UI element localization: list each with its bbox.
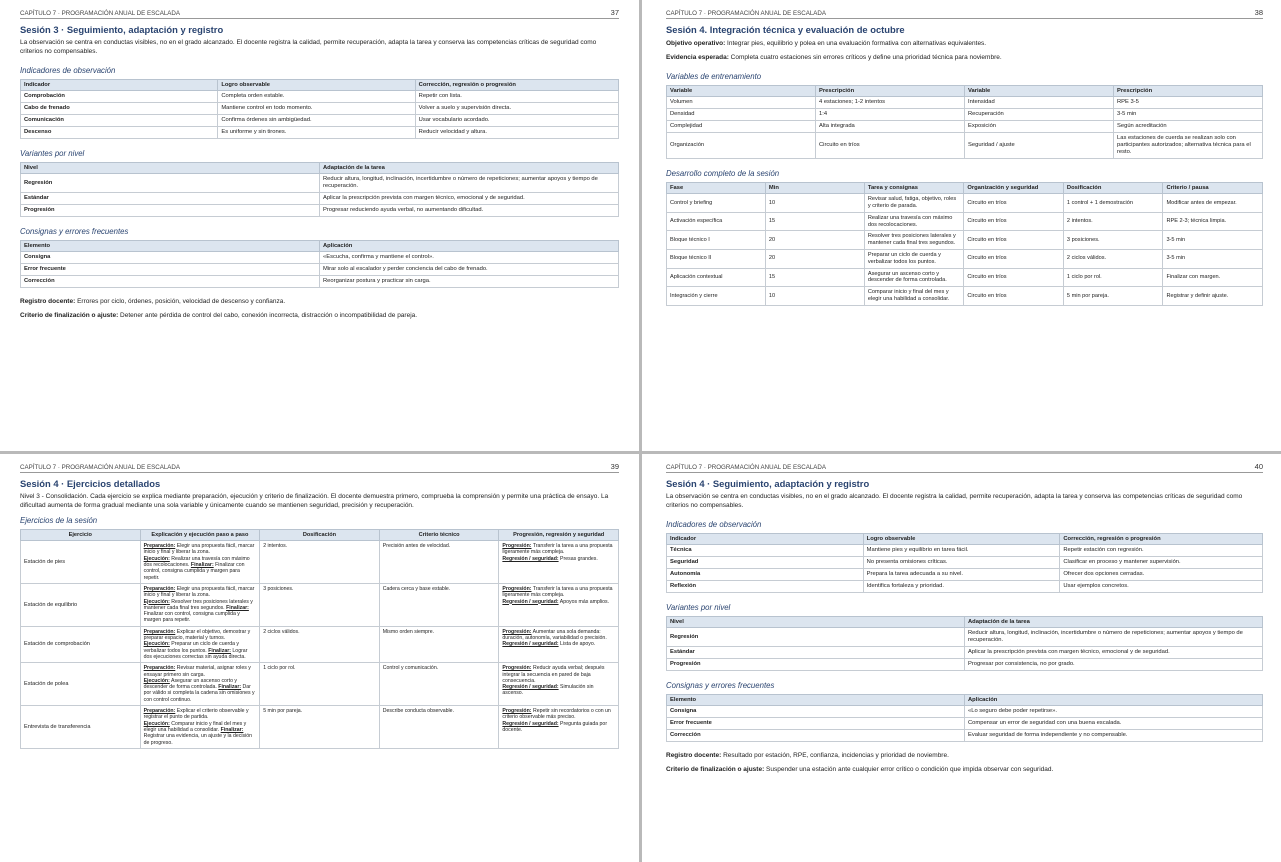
teacher-record-note bbox=[20, 298, 619, 307]
table-cell: 1:4 bbox=[816, 109, 965, 121]
table-cell: Densidad bbox=[667, 109, 816, 121]
table-cell: Usar ejemplos concretos. bbox=[1060, 581, 1263, 593]
note-text: Errores por ciclo, órdenes, posición, velocidad de descenso y confianza. bbox=[75, 298, 286, 306]
chapter-title: CAPÍTULO 7 · PROGRAMACIÓN ANUAL DE ESCALADA bbox=[666, 464, 826, 471]
step-text: Elegir una propuesta fácil, marcar inicio y final y liberar la zona. bbox=[143, 585, 255, 599]
page-header bbox=[666, 0, 1263, 19]
table-row bbox=[21, 115, 619, 127]
step-label: Finalizar: bbox=[218, 684, 242, 691]
page-40 bbox=[642, 454, 1281, 862]
exercise-criterion: Cadera cerca y base estable. bbox=[379, 583, 499, 626]
chapter-title: CAPÍTULO 7 · PROGRAMACIÓN ANUAL DE ESCALADA bbox=[666, 10, 826, 17]
table-cell: Repetir con lista. bbox=[415, 91, 618, 103]
table-header: Aplicación bbox=[965, 695, 1263, 706]
exercise-criterion: Mismo orden siempre. bbox=[379, 626, 499, 662]
table-cell: Circuito en tríos bbox=[964, 194, 1064, 213]
exercise-steps bbox=[140, 663, 260, 706]
table-row bbox=[21, 264, 619, 276]
table-cell: Aplicar la prescripción prevista con margen técnico, emocional y de seguridad. bbox=[320, 193, 619, 205]
step-label: Finalizar: bbox=[190, 562, 214, 569]
subheading-indicators: Indicadores de observación bbox=[666, 520, 762, 530]
table-row bbox=[667, 133, 1263, 159]
table-header: Elemento bbox=[21, 241, 320, 252]
objective-line bbox=[666, 40, 1263, 49]
table-header: Tarea y consignas bbox=[864, 183, 964, 194]
exercise-steps bbox=[140, 541, 260, 584]
table-row bbox=[21, 193, 619, 205]
step-label: Progresión: bbox=[502, 585, 532, 592]
exercise-name: Estación de pies bbox=[21, 541, 141, 584]
table-cell: 1 control + 1 demostración bbox=[1063, 194, 1163, 213]
table-header: Adaptación de la tarea bbox=[965, 617, 1263, 628]
exercise-criterion: Describe conducta observable. bbox=[379, 706, 499, 749]
step-label: Ejecución: bbox=[143, 641, 170, 648]
table-cell: Autonomía bbox=[667, 569, 864, 581]
table-cell: Volver a suelo y supervisión directa. bbox=[415, 103, 618, 115]
section-title: Sesión 4 · Ejercicios detallados bbox=[20, 478, 161, 489]
table-cell: 15 bbox=[765, 212, 864, 231]
table-header: Fase bbox=[667, 183, 766, 194]
end-criterion-note bbox=[666, 766, 1263, 775]
table-row bbox=[21, 583, 619, 626]
table-cell: Registrar y definir ajuste. bbox=[1163, 287, 1263, 306]
table-header: Explicación y ejecución paso a paso bbox=[140, 530, 260, 541]
step-text: Transferir la tarea a una propuesta ligeramente más compleja. bbox=[502, 585, 613, 599]
variants-table bbox=[666, 616, 1263, 671]
step-label: Preparación: bbox=[143, 585, 176, 592]
table-header: Variable bbox=[965, 86, 1114, 97]
table-header: Nivel bbox=[21, 163, 320, 174]
table-cell: Reducir altura, longitud, inclinación, incertidumbre o número de repeticiones; aumentar apoyos y tiempo de recuperación. bbox=[320, 174, 619, 193]
step-label: Regresión / seguridad: bbox=[502, 720, 559, 727]
intro-paragraph: La observación se centra en conductas visibles, no en el grado alcanzado. El docente registra la calidad, permite recuperación, adapta la tarea y conserva las competencias críticas de seguridad como criterios no compensables. bbox=[666, 493, 1243, 509]
table-header: Elemento bbox=[667, 695, 965, 706]
table-row bbox=[21, 626, 619, 662]
step-text: Asegurar un ascenso corto y descender de forma controlada. bbox=[143, 677, 238, 691]
step-text: Elegir una propuesta fácil, marcar inicio y final y liberar la zona. bbox=[143, 543, 255, 556]
table-row bbox=[667, 718, 1263, 730]
table-cell: Mirar solo al escalador y perder conciencia del cabo de frenado. bbox=[320, 264, 619, 276]
table-cell: Estándar bbox=[667, 647, 965, 659]
exercise-steps bbox=[140, 583, 260, 626]
table-header: Prescripción bbox=[816, 86, 965, 97]
step-text: Pregunta guiada por docente. bbox=[502, 720, 608, 733]
step-text: Preparar un ciclo de cuerda y verbalizar todos los puntos. bbox=[143, 641, 240, 654]
table-row bbox=[667, 557, 1263, 569]
step-label: Progresión: bbox=[502, 543, 532, 550]
step-text: Aumentar una sola demanda: duración, autonomía, variabilidad o precisión. bbox=[502, 628, 607, 642]
table-cell: Progresión bbox=[667, 659, 965, 671]
table-cell: Modificar antes de empezar. bbox=[1163, 194, 1263, 213]
table-header: Prescripción bbox=[1114, 86, 1263, 97]
table-cell: Reorganizar postura y practicar sin carga. bbox=[320, 276, 619, 288]
table-row bbox=[21, 706, 619, 749]
subheading-exercises: Ejercicios de la sesión bbox=[20, 516, 98, 526]
table-header: Criterio / pausa bbox=[1163, 183, 1263, 194]
table-cell: Clasificar en proceso y mantener supervisión. bbox=[1060, 557, 1263, 569]
cues-table bbox=[20, 240, 619, 288]
note-text: Resultado por estación, RPE, confianza, incidencias y prioridad de noviembre. bbox=[721, 752, 949, 760]
table-cell: Asegurar un ascenso corto y descender de forma controlada. bbox=[864, 268, 964, 287]
table-cell: Bloque técnico I bbox=[667, 231, 766, 250]
table-row bbox=[667, 659, 1263, 671]
table-cell: 20 bbox=[765, 231, 864, 250]
subheading-cues: Consignas y errores frecuentes bbox=[666, 681, 775, 691]
table-cell: 15 bbox=[765, 268, 864, 287]
table-row bbox=[667, 287, 1263, 306]
table-cell: Mantiene pies y equilibrio en tarea fácil. bbox=[863, 545, 1060, 557]
step-text: Apoyos más amplios. bbox=[558, 598, 610, 605]
table-cell: Circuito en tríos bbox=[964, 212, 1064, 231]
table-cell: Regresión bbox=[667, 628, 965, 647]
intro-paragraph: Nivel 3 - Consolidación. Cada ejercicio se explica mediante preparación, ejecución y criterio de finalización. El docente demuestra primero, comprueba la comprensión y permite una práctica de ensayo. La dificultad aumenta de forma gradual mediante una sola variable y únicamente cuando se mantienen seguridad, precisión y recuperación. bbox=[20, 493, 609, 509]
step-text: Dar por válido si completa la cadena sin omisiones y con control continuo. bbox=[143, 684, 255, 703]
step-label: Regresión / seguridad: bbox=[502, 555, 559, 562]
table-row bbox=[667, 109, 1263, 121]
table-cell: Circuito en tríos bbox=[964, 287, 1064, 306]
exercise-name: Estación de equilibrio bbox=[21, 583, 141, 626]
subheading-variables: Variables de entrenamiento bbox=[666, 72, 762, 82]
table-cell: Usar vocabulario acordado. bbox=[415, 115, 618, 127]
variants-table bbox=[20, 162, 619, 217]
step-label: Progresión: bbox=[502, 708, 532, 715]
exercise-dose: 5 min por pareja. bbox=[260, 706, 380, 749]
step-label: Finalizar: bbox=[208, 647, 231, 654]
step-label: Preparación: bbox=[143, 665, 176, 672]
step-text: Transferir la tarea a una propuesta ligeramente más compleja. bbox=[502, 543, 613, 556]
table-cell: Activación específica bbox=[667, 212, 766, 231]
table-cell: Las estaciones de cuerda se realizan solo con participantes autorizados; alternativa técnica para el resto. bbox=[1114, 133, 1263, 159]
table-row bbox=[667, 212, 1263, 231]
table-cell: 3-5 min bbox=[1114, 109, 1263, 121]
table-cell: Circuito en tríos bbox=[964, 268, 1064, 287]
table-cell: Compensar un error de seguridad con una buena escalada. bbox=[965, 718, 1263, 730]
exercise-dose: 2 ciclos válidos. bbox=[260, 626, 380, 662]
table-cell: Circuito en tríos bbox=[964, 231, 1064, 250]
table-header: Criterio técnico bbox=[379, 530, 499, 541]
page-header bbox=[20, 454, 619, 473]
section-title: Sesión 4. Integración técnica y evaluación de octubre bbox=[666, 24, 905, 35]
table-row bbox=[667, 628, 1263, 647]
table-cell: Repetir estación con regresión. bbox=[1060, 545, 1263, 557]
development-table bbox=[666, 182, 1263, 306]
table-cell: Es uniforme y sin tirones. bbox=[218, 127, 415, 139]
table-row bbox=[667, 231, 1263, 250]
table-row bbox=[667, 268, 1263, 287]
table-cell: Evaluar seguridad de forma independiente y no compensable. bbox=[965, 730, 1263, 742]
table-cell: Estándar bbox=[21, 193, 320, 205]
table-cell: RPE 2-3; técnica limpia. bbox=[1163, 212, 1263, 231]
step-text: Revisar material, asignar roles y ensayar primero sin carga. bbox=[143, 665, 251, 678]
table-cell: Comprobación bbox=[21, 91, 218, 103]
note-text: Suspender una estación ante cualquier error crítico o condición que impida observar con seguridad. bbox=[764, 765, 1054, 773]
table-header: Dosificación bbox=[1063, 183, 1163, 194]
step-text: Explicar el criterio observable y registrar el punto de partida. bbox=[143, 708, 249, 721]
table-cell: Mantiene control en todo momento. bbox=[218, 103, 415, 115]
table-cell: Según acreditación bbox=[1114, 121, 1263, 133]
exercise-name: Estación de polea bbox=[21, 663, 141, 706]
table-cell: RPE 3-5 bbox=[1114, 97, 1263, 109]
table-cell: Alta integrada bbox=[816, 121, 965, 133]
step-label: Progresión: bbox=[502, 628, 532, 635]
table-cell: 3-5 min bbox=[1163, 231, 1263, 250]
table-cell: Error frecuente bbox=[667, 718, 965, 730]
table-header: Min bbox=[765, 183, 864, 194]
step-text: Registrar una evidencia, un ajuste y la decisión de progreso. bbox=[143, 733, 253, 746]
evidence-line bbox=[666, 54, 1263, 63]
exercise-criterion: Precisión antes de velocidad. bbox=[379, 541, 499, 584]
exercise-progression bbox=[499, 626, 619, 662]
exercises-table bbox=[20, 529, 619, 749]
table-cell: Comunicación bbox=[21, 115, 218, 127]
table-header: Indicador bbox=[667, 534, 864, 545]
table-cell: Organización bbox=[667, 133, 816, 159]
table-row bbox=[21, 127, 619, 139]
cues-table bbox=[666, 694, 1263, 742]
step-label: Progresión: bbox=[502, 665, 532, 672]
table-row bbox=[667, 706, 1263, 718]
step-text: Finalizar con control, consigna cumplida y margen para repetir. bbox=[143, 611, 240, 624]
table-cell: 4 estaciones; 1-2 intentos bbox=[816, 97, 965, 109]
table-header: Logro observable bbox=[863, 534, 1060, 545]
page-number: 37 bbox=[610, 8, 619, 17]
step-text: Resolver tres posiciones laterales y mantener cada final tres segundos. bbox=[143, 598, 253, 611]
step-label: Ejecución: bbox=[143, 720, 170, 727]
table-row bbox=[21, 103, 619, 115]
exercise-steps bbox=[140, 626, 260, 662]
table-cell: Complejidad bbox=[667, 121, 816, 133]
step-label: Preparación: bbox=[143, 543, 176, 550]
objective-text: Integrar pies, equilibrio y polea en una evaluación formativa con alternativas equivalentes. bbox=[725, 40, 987, 47]
table-cell: Resolver tres posiciones laterales y mantener cada final tres segundos. bbox=[864, 231, 964, 250]
variables-table bbox=[666, 85, 1263, 159]
step-text: Reducir ayuda verbal; después integrar la secuencia en pared de baja consecuencia. bbox=[502, 665, 605, 684]
table-cell: 10 bbox=[765, 287, 864, 306]
page-number: 40 bbox=[1254, 462, 1263, 471]
table-cell: Aplicación contextual bbox=[667, 268, 766, 287]
exercise-name: Estación de comprobación bbox=[21, 626, 141, 662]
table-row bbox=[667, 569, 1263, 581]
table-row bbox=[667, 545, 1263, 557]
note-label: Criterio de finalización o ajuste: bbox=[20, 311, 119, 319]
step-text: Comparar inicio y final del mes y elegir una habilidad a consolidar. bbox=[143, 720, 247, 733]
subheading-cues: Consignas y errores frecuentes bbox=[20, 227, 129, 237]
table-cell: Reflexión bbox=[667, 581, 864, 593]
table-cell: Regresión bbox=[21, 174, 320, 193]
exercise-steps bbox=[140, 706, 260, 749]
table-cell: Seguridad bbox=[667, 557, 864, 569]
subheading-variants: Variantes por nivel bbox=[20, 149, 85, 159]
step-text: Finalizar con control, consigna cumplida y margen para repetir. bbox=[143, 562, 245, 581]
table-cell: «Lo seguro debe poder repetirse». bbox=[965, 706, 1263, 718]
table-cell: Exposición bbox=[965, 121, 1114, 133]
table-header: Indicador bbox=[21, 80, 218, 91]
page-39 bbox=[0, 454, 639, 862]
table-cell: No presenta omisiones críticas. bbox=[863, 557, 1060, 569]
table-header: Logro observable bbox=[218, 80, 415, 91]
table-cell: Técnica bbox=[667, 545, 864, 557]
exercise-progression bbox=[499, 541, 619, 584]
note-text: Detener ante pérdida de control del cabo, conexión incorrecta, distracción o incompatibilidad de pareja. bbox=[118, 311, 418, 319]
page-header bbox=[666, 454, 1263, 473]
table-cell: Identifica fortaleza y prioridad. bbox=[863, 581, 1060, 593]
table-header: Dosificación bbox=[260, 530, 380, 541]
table-cell: Corrección bbox=[667, 730, 965, 742]
chapter-title: CAPÍTULO 7 · PROGRAMACIÓN ANUAL DE ESCALADA bbox=[20, 464, 180, 471]
table-cell: Consigna bbox=[21, 252, 320, 264]
evidence-text: Completa cuatro estaciones sin errores críticos y define una prioridad técnica para noviembre. bbox=[728, 53, 1002, 61]
table-cell: Preparar un ciclo de cuerda y verbalizar todos los puntos. bbox=[864, 249, 964, 268]
table-row bbox=[21, 91, 619, 103]
table-cell: Error frecuente bbox=[21, 264, 320, 276]
table-header: Progresión, regresión y seguridad bbox=[499, 530, 619, 541]
table-cell: Circuito en tríos bbox=[964, 249, 1064, 268]
step-label: Ejecución: bbox=[143, 555, 170, 562]
table-header: Organización y seguridad bbox=[964, 183, 1064, 194]
table-row bbox=[21, 276, 619, 288]
table-cell: Progresar reduciendo ayuda verbal, no aumentando dificultad. bbox=[320, 205, 619, 217]
subheading-indicators: Indicadores de observación bbox=[20, 66, 116, 76]
table-cell: Confirma órdenes sin ambigüedad. bbox=[218, 115, 415, 127]
table-cell: Progresar por consistencia, no por grado. bbox=[965, 659, 1263, 671]
table-cell: Reducir altura, longitud, inclinación, incertidumbre o número de repeticiones; aumentar apoyos y tiempo de recuperación. bbox=[965, 628, 1263, 647]
table-header: Nivel bbox=[667, 617, 965, 628]
page-number: 39 bbox=[610, 462, 619, 471]
table-cell: Aplicar la prescripción prevista con margen técnico, emocional y de seguridad. bbox=[965, 647, 1263, 659]
step-label: Regresión / seguridad: bbox=[502, 684, 559, 691]
exercise-progression bbox=[499, 583, 619, 626]
table-cell: 3 posiciones. bbox=[1063, 231, 1163, 250]
objective-label: Objetivo operativo: bbox=[666, 40, 726, 47]
table-cell: Intensidad bbox=[965, 97, 1114, 109]
exercise-name: Entrevista de transferencia bbox=[21, 706, 141, 749]
table-cell: Progresión bbox=[21, 205, 320, 217]
teacher-record-note bbox=[666, 752, 1263, 761]
exercise-dose: 1 ciclo por rol. bbox=[260, 663, 380, 706]
table-row bbox=[667, 249, 1263, 268]
step-label: Regresión / seguridad: bbox=[502, 598, 559, 605]
table-row bbox=[667, 647, 1263, 659]
table-header: Adaptación de la tarea bbox=[320, 163, 619, 174]
note-label: Registro docente: bbox=[666, 752, 722, 760]
step-text: Repetir sin recordatorios o con un criterio observable más preciso. bbox=[502, 708, 611, 721]
table-row bbox=[667, 730, 1263, 742]
step-label: Finalizar: bbox=[226, 604, 249, 611]
table-row bbox=[667, 121, 1263, 133]
table-row bbox=[21, 252, 619, 264]
section-title: Sesión 3 · Seguimiento, adaptación y registro bbox=[20, 24, 224, 35]
table-cell: Cabo de frenado bbox=[21, 103, 218, 115]
table-header: Ejercicio bbox=[21, 530, 141, 541]
table-cell: Descenso bbox=[21, 127, 218, 139]
table-cell: Volumen bbox=[667, 97, 816, 109]
table-header: Aplicación bbox=[320, 241, 619, 252]
end-criterion-note bbox=[20, 312, 619, 321]
exercise-dose: 3 posiciones. bbox=[260, 583, 380, 626]
table-cell: Completa orden estable. bbox=[218, 91, 415, 103]
table-cell: Integración y cierre bbox=[667, 287, 766, 306]
table-cell: 2 intentos. bbox=[1063, 212, 1163, 231]
table-cell: Prepara la tarea adecuada a su nivel. bbox=[863, 569, 1060, 581]
note-label: Criterio de finalización o ajuste: bbox=[666, 765, 765, 773]
table-cell: Revisar salud, fatiga, objetivo, roles y criterio de parada. bbox=[864, 194, 964, 213]
table-row bbox=[21, 174, 619, 193]
step-label: Preparación: bbox=[143, 628, 176, 635]
step-label: Ejecución: bbox=[143, 677, 170, 684]
evidence-label: Evidencia esperada: bbox=[666, 53, 729, 61]
indicators-table bbox=[666, 533, 1263, 593]
subheading-variants: Variantes por nivel bbox=[666, 603, 731, 613]
table-cell: 3-5 min bbox=[1163, 249, 1263, 268]
table-header: Corrección, regresión o progresión bbox=[1060, 534, 1263, 545]
table-row bbox=[667, 97, 1263, 109]
subheading-development: Desarrollo completo de la sesión bbox=[666, 169, 780, 179]
step-label: Finalizar: bbox=[220, 726, 244, 733]
table-cell: Seguridad / ajuste bbox=[965, 133, 1114, 159]
step-label: Preparación: bbox=[143, 708, 176, 715]
table-cell: Finalizar con margen. bbox=[1163, 268, 1263, 287]
step-text: Presas grandes. bbox=[558, 555, 598, 562]
table-cell: Circuito en tríos bbox=[816, 133, 965, 159]
table-cell: 5 min por pareja. bbox=[1063, 287, 1163, 306]
table-cell: Reducir velocidad y altura. bbox=[415, 127, 618, 139]
page-37 bbox=[0, 0, 639, 451]
table-cell: 2 ciclos válidos. bbox=[1063, 249, 1163, 268]
intro-paragraph: La observación se centra en conductas visibles, no en el grado alcanzado. El docente registra la calidad, permite recuperación, adapta la tarea y conserva las competencias críticas de seguridad como criterios no compensables. bbox=[20, 39, 597, 55]
table-cell: Recuperación bbox=[965, 109, 1114, 121]
table-cell: Ofrecer dos opciones cerradas. bbox=[1060, 569, 1263, 581]
section-title: Sesión 4 · Seguimiento, adaptación y registro bbox=[666, 478, 870, 489]
step-label: Ejecución: bbox=[143, 598, 170, 605]
table-cell: 10 bbox=[765, 194, 864, 213]
step-label: Regresión / seguridad: bbox=[502, 641, 559, 648]
indicators-table bbox=[20, 79, 619, 139]
table-row bbox=[21, 663, 619, 706]
page-header bbox=[20, 0, 619, 19]
table-row bbox=[667, 194, 1263, 213]
step-text: Lista de apoyo. bbox=[558, 641, 596, 648]
table-cell: 20 bbox=[765, 249, 864, 268]
page-number: 38 bbox=[1254, 8, 1263, 17]
table-cell: Consigna bbox=[667, 706, 965, 718]
exercise-progression bbox=[499, 663, 619, 706]
step-text: Explicar el objetivo, demostrar y preparar espacio, material y turnos. bbox=[143, 628, 251, 642]
table-row bbox=[21, 541, 619, 584]
table-header: Corrección, regresión o progresión bbox=[415, 80, 618, 91]
table-cell: Comparar inicio y final del mes y elegir una habilidad a consolidar. bbox=[864, 287, 964, 306]
table-cell: Realizar una travesía con máximo dos recolocaciones. bbox=[864, 212, 964, 231]
step-text: Simulación sin ascenso. bbox=[502, 684, 594, 697]
table-row bbox=[21, 205, 619, 217]
exercise-criterion: Control y comunicación. bbox=[379, 663, 499, 706]
table-cell: Corrección bbox=[21, 276, 320, 288]
step-text: Lograr dos ejecuciones correctas sin ayuda directa. bbox=[143, 647, 248, 660]
table-cell: Bloque técnico II bbox=[667, 249, 766, 268]
table-cell: 1 ciclo por rol. bbox=[1063, 268, 1163, 287]
page-38 bbox=[642, 0, 1281, 451]
exercise-dose: 2 intentos. bbox=[260, 541, 380, 584]
table-cell: «Escucha, confirma y mantiene el control». bbox=[320, 252, 619, 264]
exercise-progression bbox=[499, 706, 619, 749]
chapter-title: CAPÍTULO 7 · PROGRAMACIÓN ANUAL DE ESCALADA bbox=[20, 10, 180, 17]
table-cell: Control y briefing bbox=[667, 194, 766, 213]
table-row bbox=[667, 581, 1263, 593]
step-text: Realizar una travesía con máximo dos recolocaciones. bbox=[143, 555, 250, 569]
note-label: Registro docente: bbox=[20, 298, 76, 306]
table-header: Variable bbox=[667, 86, 816, 97]
